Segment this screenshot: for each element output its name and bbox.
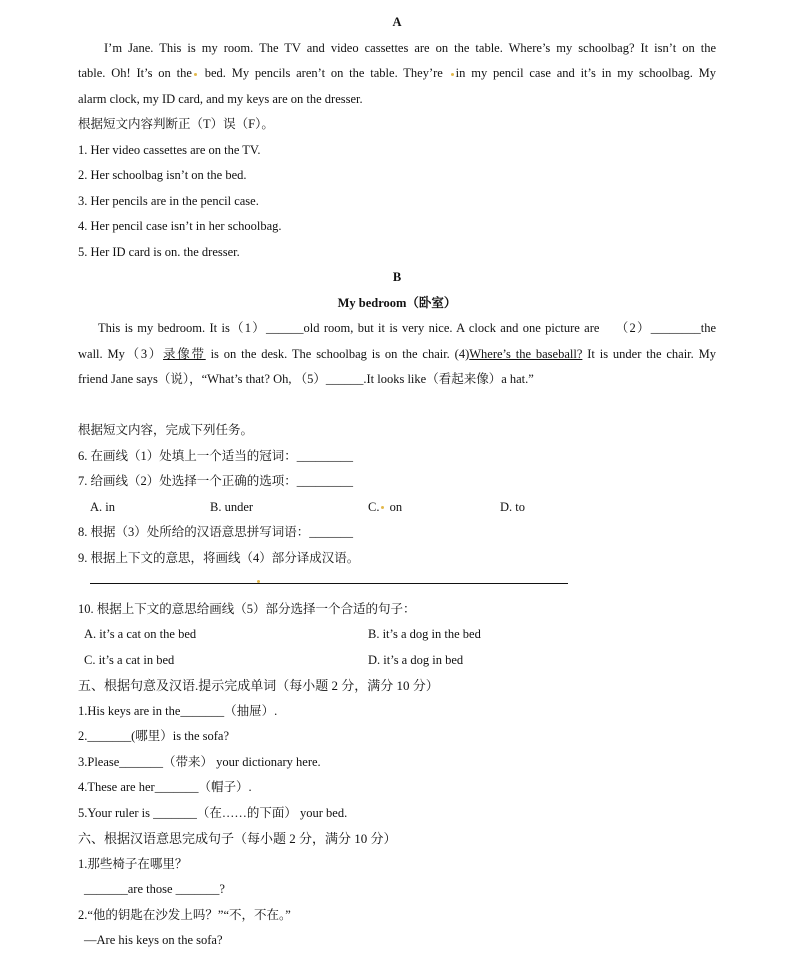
passage-a-segment: table. Oh! It’s on the: [78, 66, 192, 80]
passage-a-segment: in my pencil case and it’s in my schoolbag. My: [455, 66, 717, 80]
passage-b-segment: It is under the chair. My: [582, 346, 716, 361]
section-5-item-1: 1.His keys are in the_______（抽屉）.: [78, 703, 278, 718]
question-10: 10. 根据上下文的意思给画线（5）部分选择一个合适的句子：: [78, 601, 416, 616]
statement-3: 3. Her pencils are in the pencil case.: [78, 193, 259, 208]
section-a-instruction: 根据短文内容判断正（T）误（F）。: [78, 117, 274, 131]
statement-5: 5. Her ID card is on. the dresser.: [78, 244, 240, 259]
option-text: under: [224, 499, 254, 514]
option-text: to: [515, 499, 526, 514]
question-6: 6. 在画线（1）处填上一个适当的冠词：_________: [78, 448, 354, 463]
option-b: B. it’s a dog in the bed: [368, 627, 481, 641]
question-10-options-row-2: [78, 648, 716, 674]
passage-b-line-3: friend Jane says（说），“What’s that? Oh, （5）______.It looks like（看起来像）a hat.”: [78, 372, 534, 386]
section-6-question-1: 1.那些椅子在哪里？: [78, 856, 188, 871]
passage-a-line-1: I’m Jane. This is my room. The TV and video cassettes are on the table. Where’s my schoolbag? It isn’t on the: [104, 40, 716, 55]
passage-b-line-1: [78, 316, 716, 342]
question-7: 7. 给画线（2）处选择一个正确的选项：_________: [78, 474, 354, 488]
option-a: [90, 495, 115, 521]
section-b-title: My bedroom（卧室）: [337, 295, 457, 310]
passage-b-segment: （2）________the: [615, 321, 716, 335]
yellow-dot-mark: [194, 73, 197, 76]
section-6-heading: 六、根据汉语意思完成句子（每小题 2 分，满分 10 分）: [78, 831, 397, 846]
section-6-question-2: 2.“他的钥匙在沙发上吗？”“不，不在。”: [78, 907, 291, 922]
statement-1: 1. Her video cassettes are on the TV.: [78, 142, 261, 157]
option-d: [500, 495, 525, 521]
section-5-item-5: 5.Your ruler is _______（在……的下面） your bed.: [78, 805, 348, 820]
answer-rule: [90, 583, 568, 584]
section-5-item-4: 4.These are her_______（帽子）.: [78, 780, 252, 794]
option-text: on: [389, 499, 403, 514]
option-d: D. it’s a dog in bed: [368, 652, 464, 667]
section-6-answer-2: —Are his keys on the sofa?: [84, 933, 223, 947]
section-a-heading: A: [392, 15, 402, 29]
passage-a-segment: bed. My pencils aren’t on the table. They’re: [204, 66, 443, 80]
option-label: D.: [500, 499, 513, 514]
section-b-heading: B: [392, 270, 402, 284]
option-a: A. it’s a cat on the bed: [84, 627, 197, 641]
statement-4: 4. Her pencil case isn’t in her schoolbag.: [78, 219, 282, 233]
option-text: in: [105, 499, 116, 514]
underlined-chinese-word: 录像带: [163, 346, 206, 361]
answer-line-row: [78, 571, 716, 597]
blank-line: [78, 393, 716, 419]
passage-a-line-2: [78, 61, 716, 87]
section-5-item-3: 3.Please_______（带来） your dictionary here.: [78, 754, 321, 769]
section-6-answer-1: _______are those _______?: [84, 882, 225, 896]
yellow-dot-mark: [257, 580, 260, 583]
yellow-dot-mark: [381, 506, 384, 509]
section-5-item-2: 2._______(哪里）is the sofa?: [78, 729, 230, 743]
option-label: A.: [90, 499, 103, 514]
option-b: [210, 495, 253, 521]
question-7-options: [78, 495, 716, 521]
passage-a-line-3: alarm clock, my ID card, and my keys are on the dresser.: [78, 91, 363, 106]
question-8: 8. 根据（3）处所给的汉语意思拼写词语：_______: [78, 525, 354, 539]
option-label: B.: [210, 499, 222, 514]
option-c: [368, 495, 402, 521]
option-c: C. it’s a cat in bed: [84, 652, 175, 667]
statement-2: 2. Her schoolbag isn’t on the bed.: [78, 168, 247, 182]
passage-b-segment: wall. My（3）: [78, 346, 164, 361]
passage-b-line-2: [78, 342, 716, 368]
option-label: C.: [368, 499, 380, 514]
question-10-options-row-1: [78, 622, 716, 648]
section-5-heading: 五、根据句意及汉语.提示完成单词（每小题 2 分，满分 10 分）: [78, 678, 439, 693]
passage-b-segment: This is my bedroom. It is（1）______old room, but it is very nice. A clock and one picture are: [98, 321, 600, 335]
yellow-dot-mark: [451, 73, 454, 76]
question-9: 9. 根据上下文的意思，将画线（4）部分译成汉语。: [78, 550, 360, 565]
section-b-instruction: 根据短文内容，完成下列任务。: [78, 423, 254, 437]
passage-b-segment: is on the desk. The schoolbag is on the chair. (4): [205, 346, 470, 361]
underlined-question: Where’s the baseball?: [469, 346, 583, 361]
